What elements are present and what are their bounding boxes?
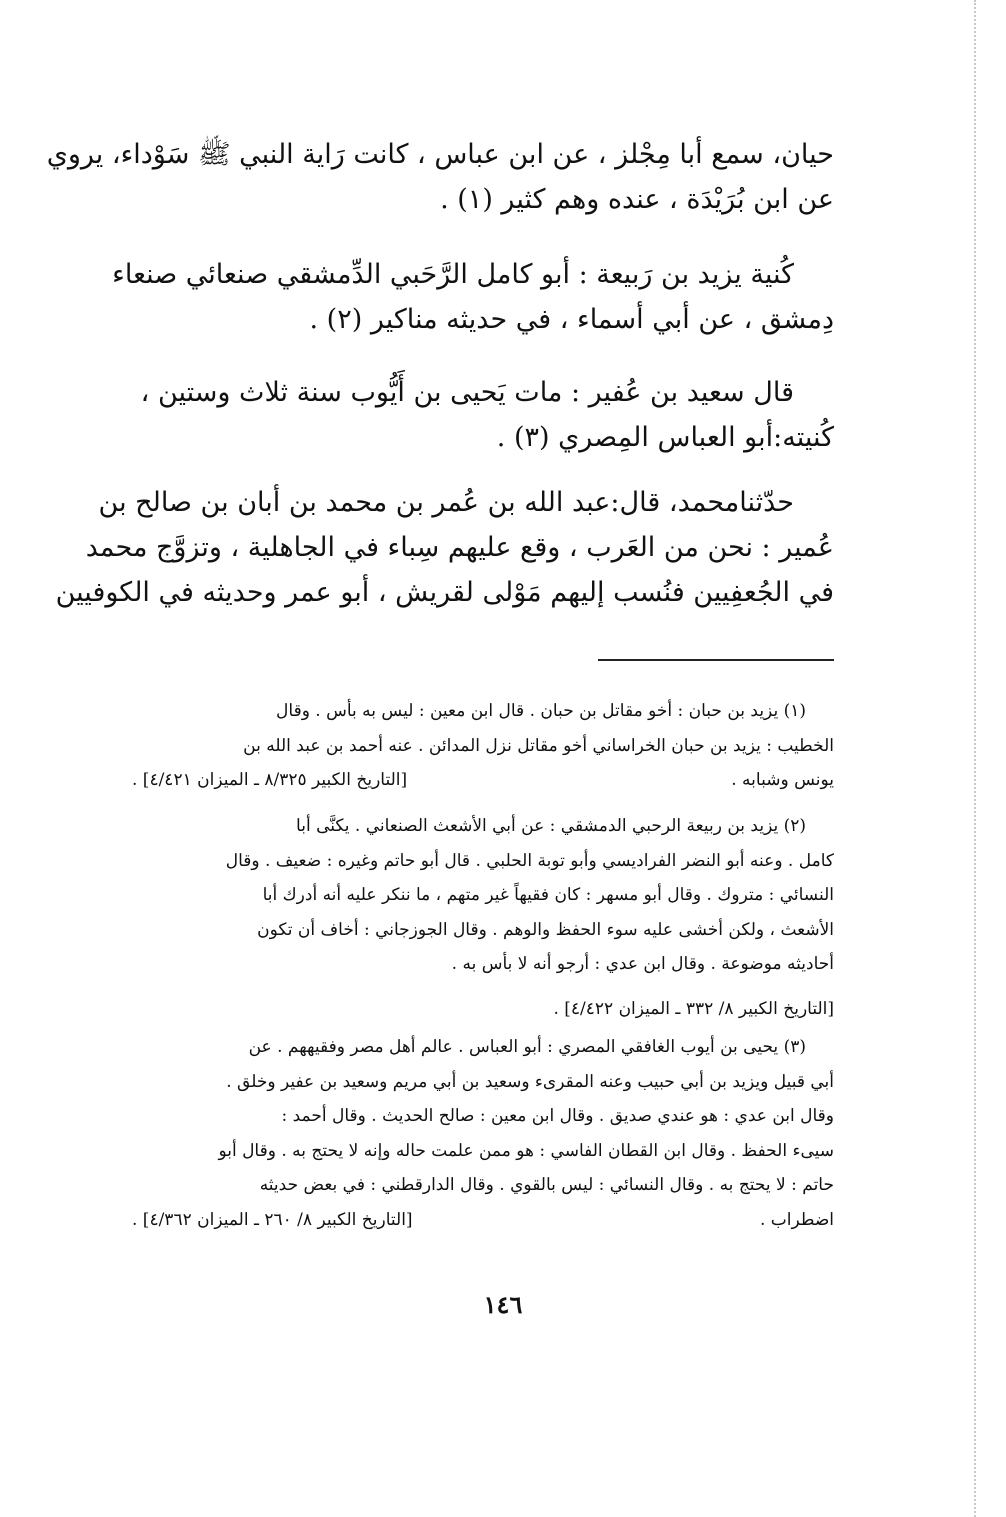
footnote-line: (٣) يحيى بن أيوب الغافقي المصري : أبو العباس . عالم أهل مصر وفقيههم . عن — [248, 1037, 806, 1057]
footnote-reference: [التاريخ الكبير ٨/ ٢٦٠ ـ الميزان ٤/٣٦٢] . — [132, 1209, 413, 1230]
paragraph-1 — [46, 132, 834, 222]
text-line: حدّثنامحمد، قال:عبد الله بن عُمر بن محمد بن أبان بن صالح بن — [98, 487, 794, 518]
footnote-text: يونس وشبابه . — [731, 770, 834, 790]
text-line: حيان، سمع أبا مِجْلز ، عن ابن عباس ، كانت رَاية النبي ﷺ سَوْداء، يروي — [46, 139, 834, 170]
footnote-text: اضطراب . — [759, 1209, 834, 1230]
text-line: كُنيته:أبو العباس المِصري (٣) . — [496, 422, 834, 453]
footnote-line: حاتم : لا يحتج به . وقال النسائي : ليس بالقوي . وقال الدارقطني : في بعض حديثه — [259, 1175, 834, 1195]
page-number: ١٤٦ — [483, 1290, 523, 1319]
text-line: عن ابن بُرَيْدَة ، عنده وهم كثير (١) . — [440, 184, 834, 215]
paragraph-4 — [55, 480, 834, 615]
text-line: عُمير : نحن من العَرب ، وقع عليهم سِباء في الجاهلية ، وتزوَّج محمد — [85, 532, 834, 563]
footnote-line: سيىء الحفظ . وقال ابن القطان الفاسي : هو ممن علمت حاله وإنه لا يحتج به . وقال أبو — [218, 1140, 834, 1161]
footnote-line: كامل . وعنه أبو النضر الفراديسي وأبو توبة الحلبي . قال أبو حاتم وغيره : ضعيف . وقال — [225, 850, 834, 871]
text-line: كُنية يزيد بن رَبيعة : أبو كامل الرَّحَبي الدِّمشقي صنعائي صنعاء — [112, 259, 794, 290]
footnote-line: (١) يزيد بن حبان : أخو مقاتل بن حبان . قال ابن معين : ليس به بأس . وقال — [276, 701, 806, 721]
text-line: دِمشق ، عن أبي أسماء ، في حديثه مناكير (٢) . — [309, 304, 834, 335]
text-line: قال سعيد بن عُفير : مات يَحيى بن أَيُّوب سنة ثلاث وستين ، — [140, 377, 794, 408]
paragraph-2 — [112, 252, 834, 342]
footnote-line: وقال ابن عدي : هو عندي صديق . وقال ابن معين : صالح الحديث . وقال أحمد : — [281, 1106, 834, 1126]
footnote-2 — [132, 809, 834, 982]
footnote-reference: [التاريخ الكبير ٨/٣٢٥ ـ الميزان ٤/٤٢١] . — [132, 770, 408, 790]
footnote-line — [132, 763, 834, 798]
footnote-line: (٢) يزيد بن ربيعة الرحبي الدمشقي : عن أبي الأشعث الصنعاني . يكنَّى أبا — [296, 816, 806, 836]
footnote-1 — [132, 694, 834, 798]
paragraph-3 — [132, 370, 834, 460]
footnote-line: أبي قبيل ويزيد بن أبي حبيب وعنه المقرىء وسعيد بن أبي مريم وسعيد بن عفير وخلق . — [226, 1071, 834, 1092]
footnote-line: أحاديثه موضوعة . وقال ابن عدي : أرجو أنه لا بأس به . — [451, 954, 834, 974]
footnote-separator — [598, 659, 834, 661]
text-line: في الجُعفِيين فنُسب إليهم مَوْلى لقريش ، أبو عمر وحديثه في الكوفيين — [55, 577, 834, 608]
footnote-3 — [132, 1030, 834, 1237]
footnote-reference: [التاريخ الكبير ٨/ ٣٣٢ ـ الميزان ٤/٤٢٢] . — [553, 999, 834, 1019]
footnote-line: النسائي : متروك . وقال أبو مسهر : كان فقيهاً غير متهم ، ما ننكر عليه أنه أدرك أبا — [262, 885, 834, 905]
footnote-line: الأشعث ، ولكن أخشى عليه سوء الحفظ والوهم . وقال الجوزجاني : أخاف أن تكون — [257, 919, 834, 940]
footnote-line — [132, 1203, 834, 1238]
footnote-line: الخطيب : يزيد بن حبان الخراساني أخو مقاتل نزل المدائن . عنه أحمد بن عبد الله بن — [243, 735, 834, 756]
